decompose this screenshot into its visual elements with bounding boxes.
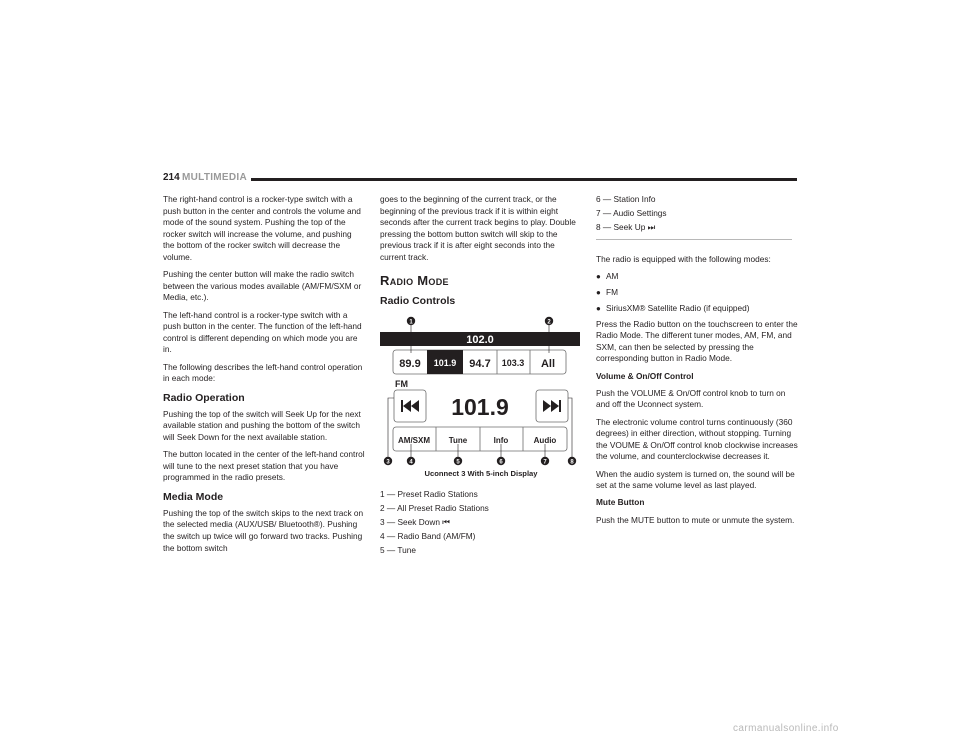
legend-divider bbox=[596, 239, 792, 240]
column-right bbox=[596, 194, 798, 532]
list-item: ● AM bbox=[596, 270, 619, 281]
paragraph: Push the MUTE button to mute or unmute the system. bbox=[596, 514, 795, 525]
legend-item: 8 — Seek Up ⏭ bbox=[596, 221, 656, 232]
paragraph: The following describes the left-hand control operation in each mode: bbox=[163, 361, 363, 384]
bullet-icon: ● bbox=[596, 287, 601, 297]
callout-7 bbox=[541, 456, 549, 465]
bullet-icon: ● bbox=[596, 271, 601, 281]
callout-1 bbox=[407, 316, 415, 325]
svg-text:8: 8 bbox=[570, 458, 574, 465]
page-header bbox=[163, 172, 797, 186]
column-left bbox=[163, 194, 365, 560]
list-item: ● FM bbox=[596, 286, 618, 297]
paragraph: The button located in the center of the left-hand control will tune to the next preset station that you have programmed in the radio presets. bbox=[163, 449, 365, 483]
section-title: MULTIMEDIA bbox=[182, 172, 248, 183]
preset-2[interactable]: 101.9 bbox=[433, 357, 457, 368]
paragraph: Pushing the top of the switch skips to the next track on the selected media (AUX/USB/ Bluetooth®). Pushing the switch up twice will go forward two tracks. Pushing the bottom switch bbox=[163, 507, 364, 553]
radio-display-illustration bbox=[380, 316, 580, 466]
band-label: FM bbox=[395, 378, 408, 389]
svg-text:4: 4 bbox=[409, 458, 413, 465]
header-rule bbox=[251, 178, 797, 181]
svg-text:2: 2 bbox=[547, 318, 551, 325]
callout-8 bbox=[568, 456, 576, 465]
heading-radio-mode: Radio Mode bbox=[380, 272, 449, 288]
tune-button[interactable]: Tune bbox=[448, 435, 468, 445]
legend-item: 1 — Preset Radio Stations bbox=[380, 489, 478, 500]
svg-text:1: 1 bbox=[409, 318, 413, 325]
all-presets-button[interactable]: All bbox=[540, 357, 556, 370]
column-middle bbox=[380, 194, 582, 559]
preset-4[interactable]: 103.3 bbox=[501, 357, 525, 368]
figure-caption: Uconnect 3 With 5-inch Display bbox=[424, 468, 538, 478]
paragraph: goes to the beginning of the current track, or the beginning of the previous track if it is within eight seconds after the current track begins to play. Double pressing the bottom button switch will skip to the previous track if it is after eight seconds into the current track. bbox=[380, 194, 576, 262]
band-button[interactable]: AM/SXM bbox=[398, 435, 430, 445]
svg-text:3: 3 bbox=[386, 458, 390, 465]
label-mute-button: Mute Button bbox=[596, 497, 645, 508]
callout-6 bbox=[497, 456, 505, 465]
callout-2 bbox=[545, 316, 553, 325]
audio-button[interactable]: Audio bbox=[533, 435, 557, 445]
svg-text:5: 5 bbox=[456, 458, 460, 465]
paragraph: Press the Radio button on the touchscreen to enter the Radio Mode. The different tuner modes, AM, FM, and SXM, can then be selected by pressing the corresponding button in Radio Mode. bbox=[596, 318, 798, 364]
watermark: carmanualsonline.info bbox=[733, 723, 839, 734]
page-number: 214 bbox=[163, 172, 180, 183]
heading-radio-operation: Radio Operation bbox=[163, 391, 245, 404]
info-button[interactable]: Info bbox=[493, 435, 509, 445]
preset-1[interactable]: 89.9 bbox=[399, 357, 421, 370]
list-item: ● SiriusXM® Satellite Radio (if equipped) bbox=[596, 302, 750, 313]
paragraph: The radio is equipped with the following modes: bbox=[596, 253, 771, 264]
svg-text:7: 7 bbox=[543, 458, 547, 465]
legend-item: 5 — Tune bbox=[380, 545, 416, 556]
legend-item: 6 — Station Info bbox=[596, 194, 656, 204]
paragraph: Pushing the top of the switch will Seek Up for the next available station and pushing the bottom of the switch will Seek Down for the next available station. bbox=[163, 408, 361, 442]
bullet-icon: ● bbox=[596, 303, 601, 313]
paragraph: When the audio system is turned on, the sound will be set at the same volume level as last played. bbox=[596, 468, 795, 491]
heading-radio-controls: Radio Controls bbox=[380, 294, 456, 307]
paragraph: The electronic volume control turns continuously (360 degrees) in either direction, without stopping. Turning the VOUME & On/Off control knob clockwise increases the volume, and counterclockwise decreases it. bbox=[596, 416, 798, 462]
paragraph: The right-hand control is a rocker-type switch with a push button in the center and controls the volume and mode of the sound system. Pushing the top of the rocker switch will increase the volume, and pushing the bottom of the rocker switch will decrease the volume. bbox=[163, 194, 361, 262]
legend-item: 3 — Seek Down ⏮ bbox=[380, 517, 450, 528]
paragraph: Push the VOLUME & On/Off control knob to turn on and off the Uconnect system. bbox=[596, 387, 786, 410]
callout-4 bbox=[407, 456, 415, 465]
svg-text:6: 6 bbox=[499, 458, 503, 465]
label-volume-control: Volume & On/Off Control bbox=[596, 370, 694, 381]
paragraph: Pushing the center button will make the radio switch between the various modes available (AM/FM/SXM or Media, etc.). bbox=[163, 269, 362, 303]
main-frequency: 101.9 bbox=[451, 393, 509, 420]
paragraph: The left-hand control is a rocker-type switch with a push button in the center. The function of the left-hand control is different depending on which mode you are in. bbox=[163, 309, 362, 355]
callout-5 bbox=[454, 456, 462, 465]
top-frequency: 102.0 bbox=[466, 333, 494, 346]
legend-item: 4 — Radio Band (AM/FM) bbox=[380, 531, 476, 542]
radio-display-figure bbox=[380, 316, 580, 466]
legend-item: 2 — All Preset Radio Stations bbox=[380, 503, 489, 514]
preset-3[interactable]: 94.7 bbox=[469, 357, 491, 370]
heading-media-mode: Media Mode bbox=[163, 490, 224, 503]
callout-3 bbox=[384, 456, 392, 465]
legend-item: 7 — Audio Settings bbox=[596, 207, 667, 218]
